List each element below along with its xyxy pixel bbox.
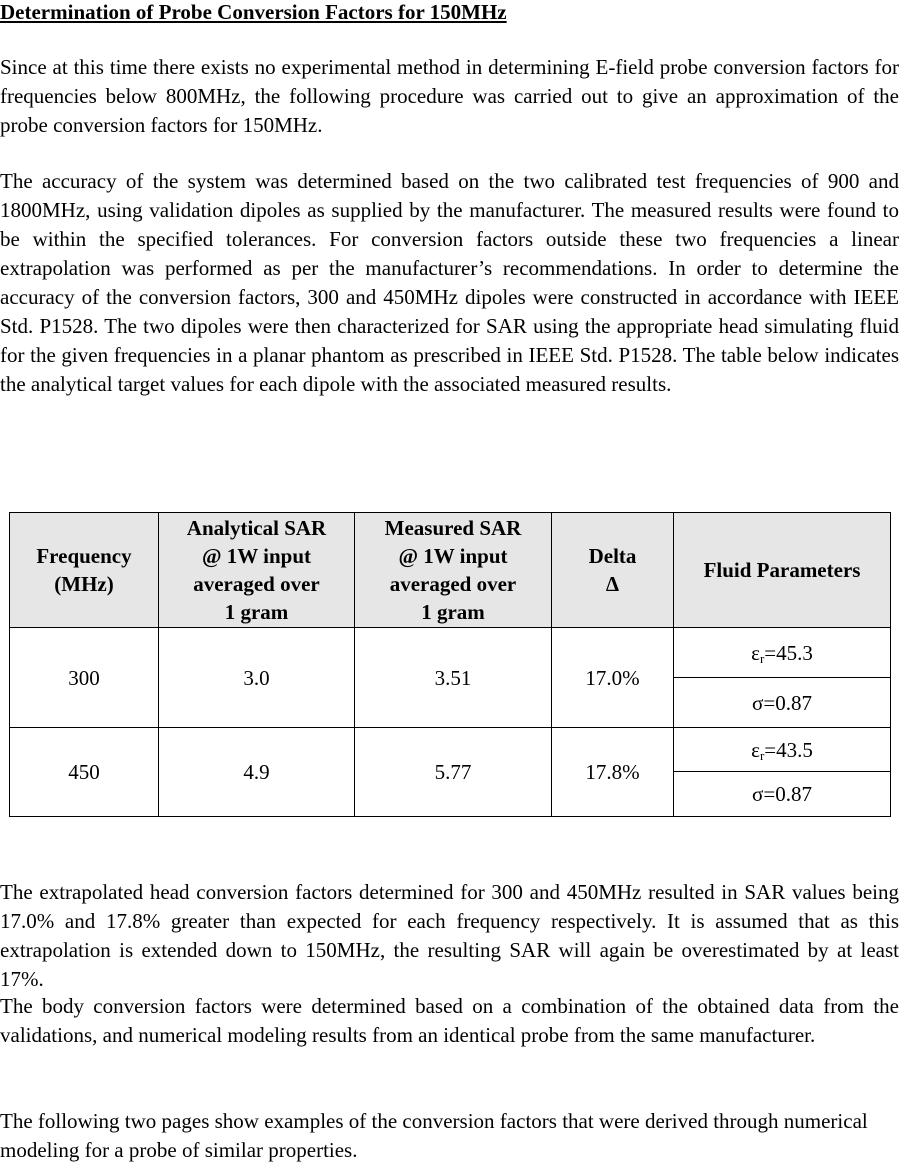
cell-delta: 17.8% — [552, 728, 674, 817]
method-paragraph: The accuracy of the system was determined based on the two calibrated test frequencies of 900 and 1800MHz, using validation dipoles as supplied by the manufacturer. The measured results were found to be within the specified tolerances. For conversion factors outside these two frequencies a linear extrapolation was performed as per the manufacturer’s recommendations. In order to determine the accuracy of the conversion factors, 300 and 450MHz dipoles were constructed in accordance with IEEE Std. P1528. The two dipoles were then characterized for SAR using the appropriate head simulating fluid for the given frequencies in a planar phantom as prescribed in IEEE Std. P1528. The table below indicates the analytical target values for each dipole with the associated measured results. — [0, 169, 899, 396]
body-factors-paragraph: The body conversion factors were determined based on a combination of the obtained data from the validations, and numerical modeling results from an identical probe from the same manufacturer. — [0, 994, 899, 1047]
results-paragraph: The extrapolated head conversion factors determined for 300 and 450MHz resulted in SAR values being 17.0% and 17.8% greater than expected for each frequency respectively. It is assumed that as this extrapolation is extended down to 150MHz, the resulting SAR will again be overestimated by at least 17%. — [0, 880, 899, 991]
header-fluid-parameters: Fluid Parameters — [674, 513, 891, 628]
dipole-results-table — [9, 512, 891, 817]
table-row — [10, 628, 891, 678]
cell-frequency: 450 — [10, 728, 159, 817]
intro-paragraph: Since at this time there exists no experimental method in determining E-field probe conversion factors for frequencies below 800MHz, the following procedure was carried out to give an approximation of the probe conversion factors for 150MHz. — [0, 55, 899, 137]
cell-analytical-sar: 4.9 — [159, 728, 355, 817]
table-header-row — [10, 513, 891, 628]
cell-permittivity: $\varepsilon_r=45.3$ — [674, 628, 891, 678]
closing-paragraph: The following two pages show examples of the conversion factors that were derived through numerical modeling for a probe of similar properties. — [0, 1109, 868, 1162]
header-analytical-sar: Analytical SAR @ 1W input averaged over 1 gram — [159, 513, 355, 628]
cell-frequency: 300 — [10, 628, 159, 728]
header-frequency: Frequency (MHz) — [10, 513, 159, 628]
cell-delta: 17.0% — [552, 628, 674, 728]
cell-conductivity: σ=0.87 — [674, 772, 891, 817]
table-row — [10, 728, 891, 772]
cell-measured-sar: 3.51 — [355, 628, 552, 728]
header-delta: Delta Δ — [552, 513, 674, 628]
cell-conductivity: σ=0.87 — [674, 678, 891, 728]
cell-analytical-sar: 3.0 — [159, 628, 355, 728]
page-title: Determination of Probe Conversion Factors for 150MHz — [0, 0, 507, 24]
cell-measured-sar: 5.77 — [355, 728, 552, 817]
cell-permittivity: $\varepsilon_r=43.5$ — [674, 728, 891, 772]
header-measured-sar: Measured SAR @ 1W input averaged over 1 gram — [355, 513, 552, 628]
